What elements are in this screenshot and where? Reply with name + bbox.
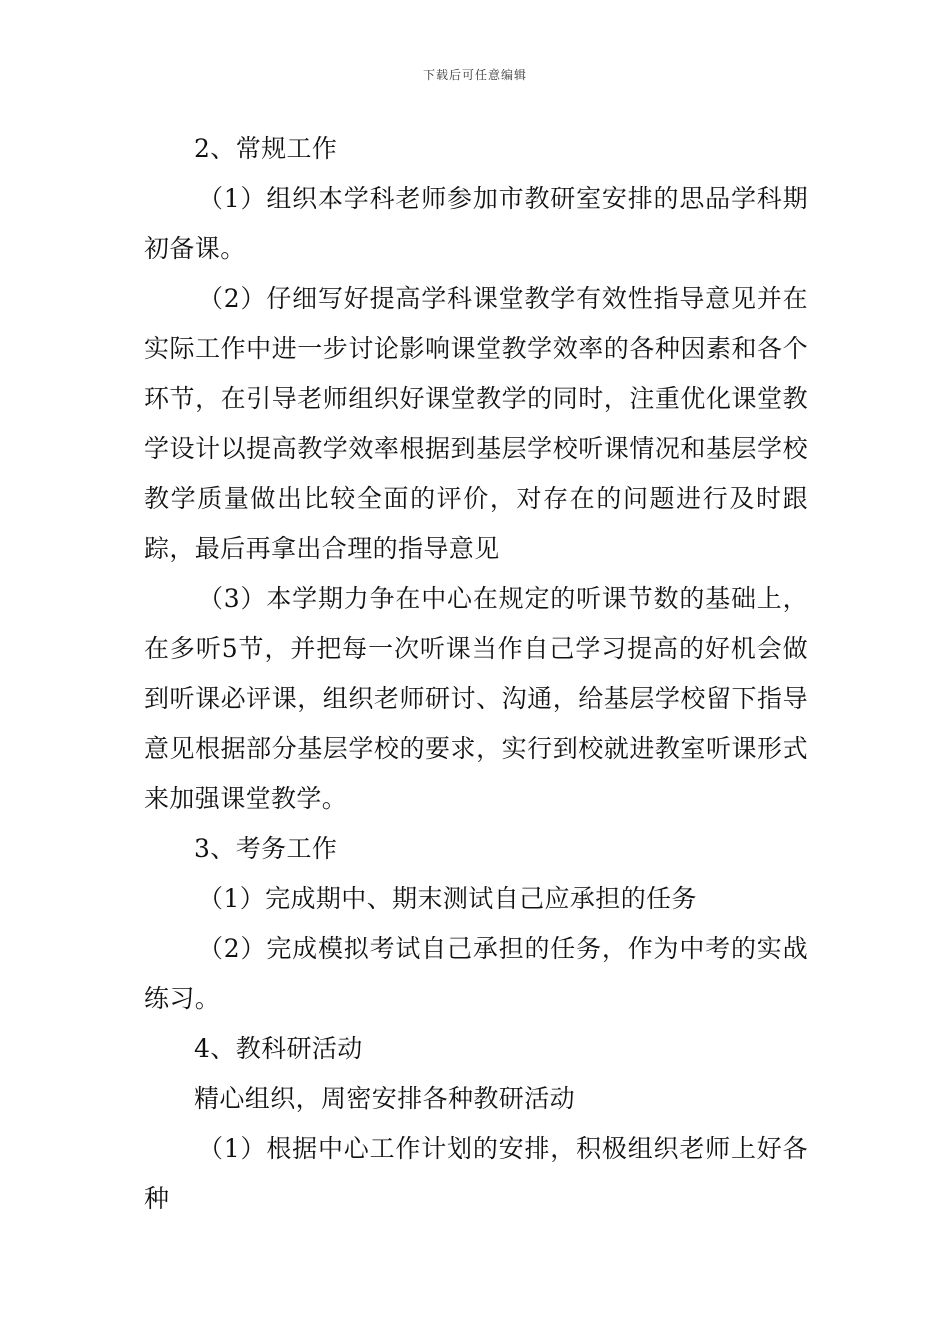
document-body [144, 124, 808, 1224]
paragraph-exam-item-2: （2）完成模拟考试自己承担的任务，作为中考的实战练习。 [144, 934, 808, 1013]
paragraph-item-3: （3）本学期力争在中心在规定的听课节数的基础上，在多听5节，并把每一次听课当作自己学习提高的好机会做到听课必评课，组织老师研讨、沟通，给基层学校留下指导意见根据部分基层学校的要求，实行到校就进教室听课形式来加强课堂教学。 [144, 584, 808, 813]
paragraph-research-intro: 精心组织，周密安排各种教研活动 [194, 1084, 576, 1113]
paragraph-item-1: （1）组织本学科老师参加市教研室安排的思品学科期初备课。 [144, 184, 808, 263]
section-heading-routine-work: 2、常规工作 [194, 134, 338, 163]
paragraph-item-2: （2）仔细写好提高学科课堂教学有效性指导意见并在实际工作中进一步讨论影响课堂教学效率的各种因素和各个环节，在引导老师组织好课堂教学的同时，注重优化课堂教学设计以提高教学效率根据到基层学校听课情况和基层学校教学质量做出比较全面的评价，对存在的问题进行及时跟踪，最后再拿出合理的指导意见 [144, 284, 808, 563]
section-heading-research: 4、教科研活动 [194, 1034, 363, 1063]
paragraph-research-item-1: （1）根据中心工作计划的安排，积极组织老师上好各种 [144, 1134, 808, 1213]
section-heading-exam-work: 3、考务工作 [194, 834, 338, 863]
header-note: 下载后可任意编辑 [422, 68, 527, 82]
paragraph-exam-item-1: （1）完成期中、期末测试自己应承担的任务 [198, 884, 697, 913]
